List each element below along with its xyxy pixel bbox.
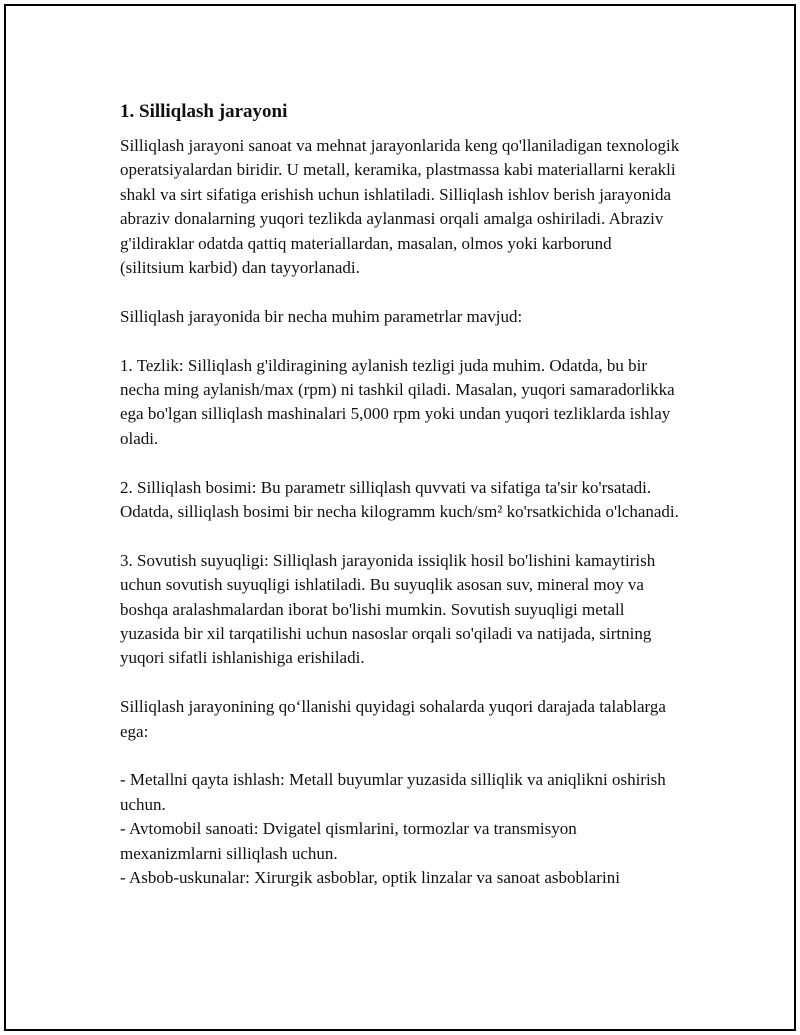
paragraph-applications-lead: Silliqlash jarayonining qo‘llanishi quyidagi sohalarda yuqori darajada talablarga ega: xyxy=(120,697,666,741)
paragraph-coolant: 3. Sovutish suyuqligi: Silliqlash jarayonida issiqlik hosil bo'lishini kamaytirish uchun sovutish suyuqligi ishlatiladi. Bu suyuqlik asosan suv, mineral moy va boshqa aralashmalardan iborat bo'lishi mumkin. Sovutish suyuqligi metall yuzasida bir xil tarqatilishi uchun nasoslar orqali so'qiladi va natijada, sirtning yuqori sifatli ishlanishiga erishiladi. xyxy=(120,550,656,668)
list-item: - Asbob-uskunalar: Xirurgik asboblar, optik linzalar va sanoat asboblarini xyxy=(120,868,620,888)
applications-list xyxy=(120,768,680,890)
document-body xyxy=(120,100,680,891)
list-item: - Metallni qayta ishlash: Metall buyumlar yuzasida silliqlik va aniqlikni oshirish uchun. xyxy=(120,770,666,814)
paragraph-intro: Silliqlash jarayoni sanoat va mehnat jarayonlarida keng qo'llaniladigan texnologik operatsiyalardan biridir. U metall, keramika, plastmassa kabi materiallarni kerakli shakl va sirt sifatiga erishish uchun ishlatiladi. Silliqlash ishlov berish jarayonida abraziv donalarning yuqori tezlikda aylanmasi orqali amalga oshiriladi. Abraziv g'ildiraklar odatda qattiq materiallardan, masalan, olmos yoki karborund (silitsium karbid) dan tayyorlanadi. xyxy=(120,136,680,278)
section-heading: 1. Silliqlash jarayoni xyxy=(120,101,288,122)
paragraph-parameters-lead: Silliqlash jarayonida bir necha muhim parametrlar mavjud: xyxy=(120,306,523,326)
list-item: - Avtomobil sanoati: Dvigatel qismlarini, tormozlar va transmisyon mexanizmlarni silliqlash uchun. xyxy=(120,819,577,863)
paragraph-pressure: 2. Silliqlash bosimi: Bu parametr silliqlash quvvati va sifatiga ta'sir ko'rsatadi. Odatda, silliqlash bosimi bir necha kilogramm kuch/sm² ko'rsatkichida o'lchanadi. xyxy=(120,477,679,522)
paragraph-speed: 1. Tezlik: Silliqlash g'ildiragining aylanish tezligi juda muhim. Odatda, bu bir necha ming aylanish/max (rpm) ni tashkil qiladi. Masalan, yuqori samaradorlikka ega bo'lgan silliqlash mashinalari 5,000 rpm yoki undan yuqori tezliklarda ishlay oladi. xyxy=(120,355,675,448)
page-frame xyxy=(4,4,796,1031)
